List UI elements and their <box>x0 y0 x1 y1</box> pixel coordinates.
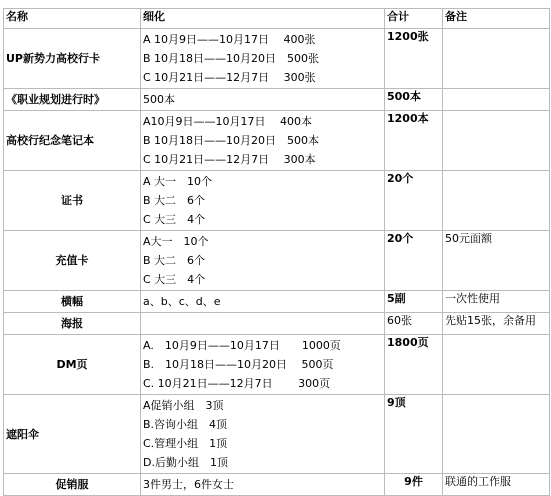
header-row <box>4 9 550 29</box>
item-total: 500本 <box>385 89 443 111</box>
detail-line: A. 10月9日——10月17日 1000页 <box>143 339 341 352</box>
item-total: 1200本 <box>385 111 443 171</box>
detail-line: B.咨询小组 4顶 <box>143 418 228 431</box>
item-name: 横幅 <box>4 291 141 313</box>
item-total: 9顶 <box>385 395 443 474</box>
table-row <box>4 395 550 474</box>
item-detail <box>141 231 385 291</box>
table-row <box>4 474 550 496</box>
table-row <box>4 171 550 231</box>
table-row <box>4 89 550 111</box>
table-row <box>4 335 550 395</box>
detail-line: C. 10月21日——12月7日 300页 <box>143 377 331 390</box>
detail-line: B 10月18日——10月20日 500本 <box>143 134 320 147</box>
item-name: 遮阳伞 <box>4 395 141 474</box>
item-detail <box>141 313 385 335</box>
item-note <box>443 395 550 474</box>
table-row <box>4 313 550 335</box>
item-note: 50元面额 <box>443 231 550 291</box>
item-note: 先贴15张，余备用 <box>443 313 550 335</box>
detail-line: B. 10月18日——10月20日 500页 <box>143 358 334 371</box>
detail-line: B 大二 6个 <box>143 254 206 267</box>
item-total: 1200张 <box>385 29 443 89</box>
item-note <box>443 171 550 231</box>
item-total: 1800页 <box>385 335 443 395</box>
detail-line: A促销小组 3顶 <box>143 399 224 412</box>
detail-line: C.管理小组 1顶 <box>143 437 228 450</box>
item-name: 《职业规划进行时》 <box>4 89 141 111</box>
header-total: 合计 <box>385 9 443 29</box>
detail-line: C 10月21日——12月7日 300张 <box>143 71 316 84</box>
table-row <box>4 291 550 313</box>
item-total: 60张 <box>385 313 443 335</box>
header-detail: 细化 <box>141 9 385 29</box>
item-name: 证书 <box>4 171 141 231</box>
item-name: UP新势力高校行卡 <box>4 29 141 89</box>
detail-line: B 10月18日——10月20日 500张 <box>143 52 320 65</box>
detail-line <box>143 314 382 333</box>
materials-table <box>3 8 550 496</box>
item-name: 充值卡 <box>4 231 141 291</box>
item-detail <box>141 474 385 496</box>
item-total: 5副 <box>385 291 443 313</box>
header-name: 名称 <box>4 9 141 29</box>
detail-line: B 大二 6个 <box>143 194 206 207</box>
item-name: 海报 <box>4 313 141 335</box>
detail-line: D.后勤小组 1顶 <box>143 456 228 469</box>
detail-line: A大一 10个 <box>143 235 209 248</box>
item-detail <box>141 395 385 474</box>
item-total: 9件 <box>385 474 443 496</box>
item-note: 一次性使用 <box>443 291 550 313</box>
item-total: 20个 <box>385 171 443 231</box>
item-note <box>443 29 550 89</box>
item-name: 高校行纪念笔记本 <box>4 111 141 171</box>
detail-line: C 大三 4个 <box>143 273 206 286</box>
detail-line: A 10月9日——10月17日 400张 <box>143 33 316 46</box>
detail-line: 3件男士，6件女士 <box>143 478 234 491</box>
item-note <box>443 111 550 171</box>
detail-line: C 大三 4个 <box>143 213 206 226</box>
item-detail <box>141 89 385 111</box>
table-row <box>4 231 550 291</box>
item-detail <box>141 171 385 231</box>
item-detail <box>141 335 385 395</box>
item-note: 联通的工作服 <box>443 474 550 496</box>
item-name: 促销服 <box>4 474 141 496</box>
detail-line: A 大一 10个 <box>143 175 213 188</box>
item-detail <box>141 291 385 313</box>
item-detail <box>141 111 385 171</box>
detail-line: 500本 <box>143 93 175 106</box>
detail-line: A10月9日——10月17日 400本 <box>143 115 313 128</box>
item-name: DM页 <box>4 335 141 395</box>
table-row <box>4 111 550 171</box>
table-row <box>4 29 550 89</box>
header-note: 备注 <box>443 9 550 29</box>
item-note <box>443 89 550 111</box>
item-total: 20个 <box>385 231 443 291</box>
detail-line: a、b、c、d、e <box>143 295 221 308</box>
item-detail <box>141 29 385 89</box>
item-note <box>443 335 550 395</box>
detail-line: C 10月21日——12月7日 300本 <box>143 153 316 166</box>
